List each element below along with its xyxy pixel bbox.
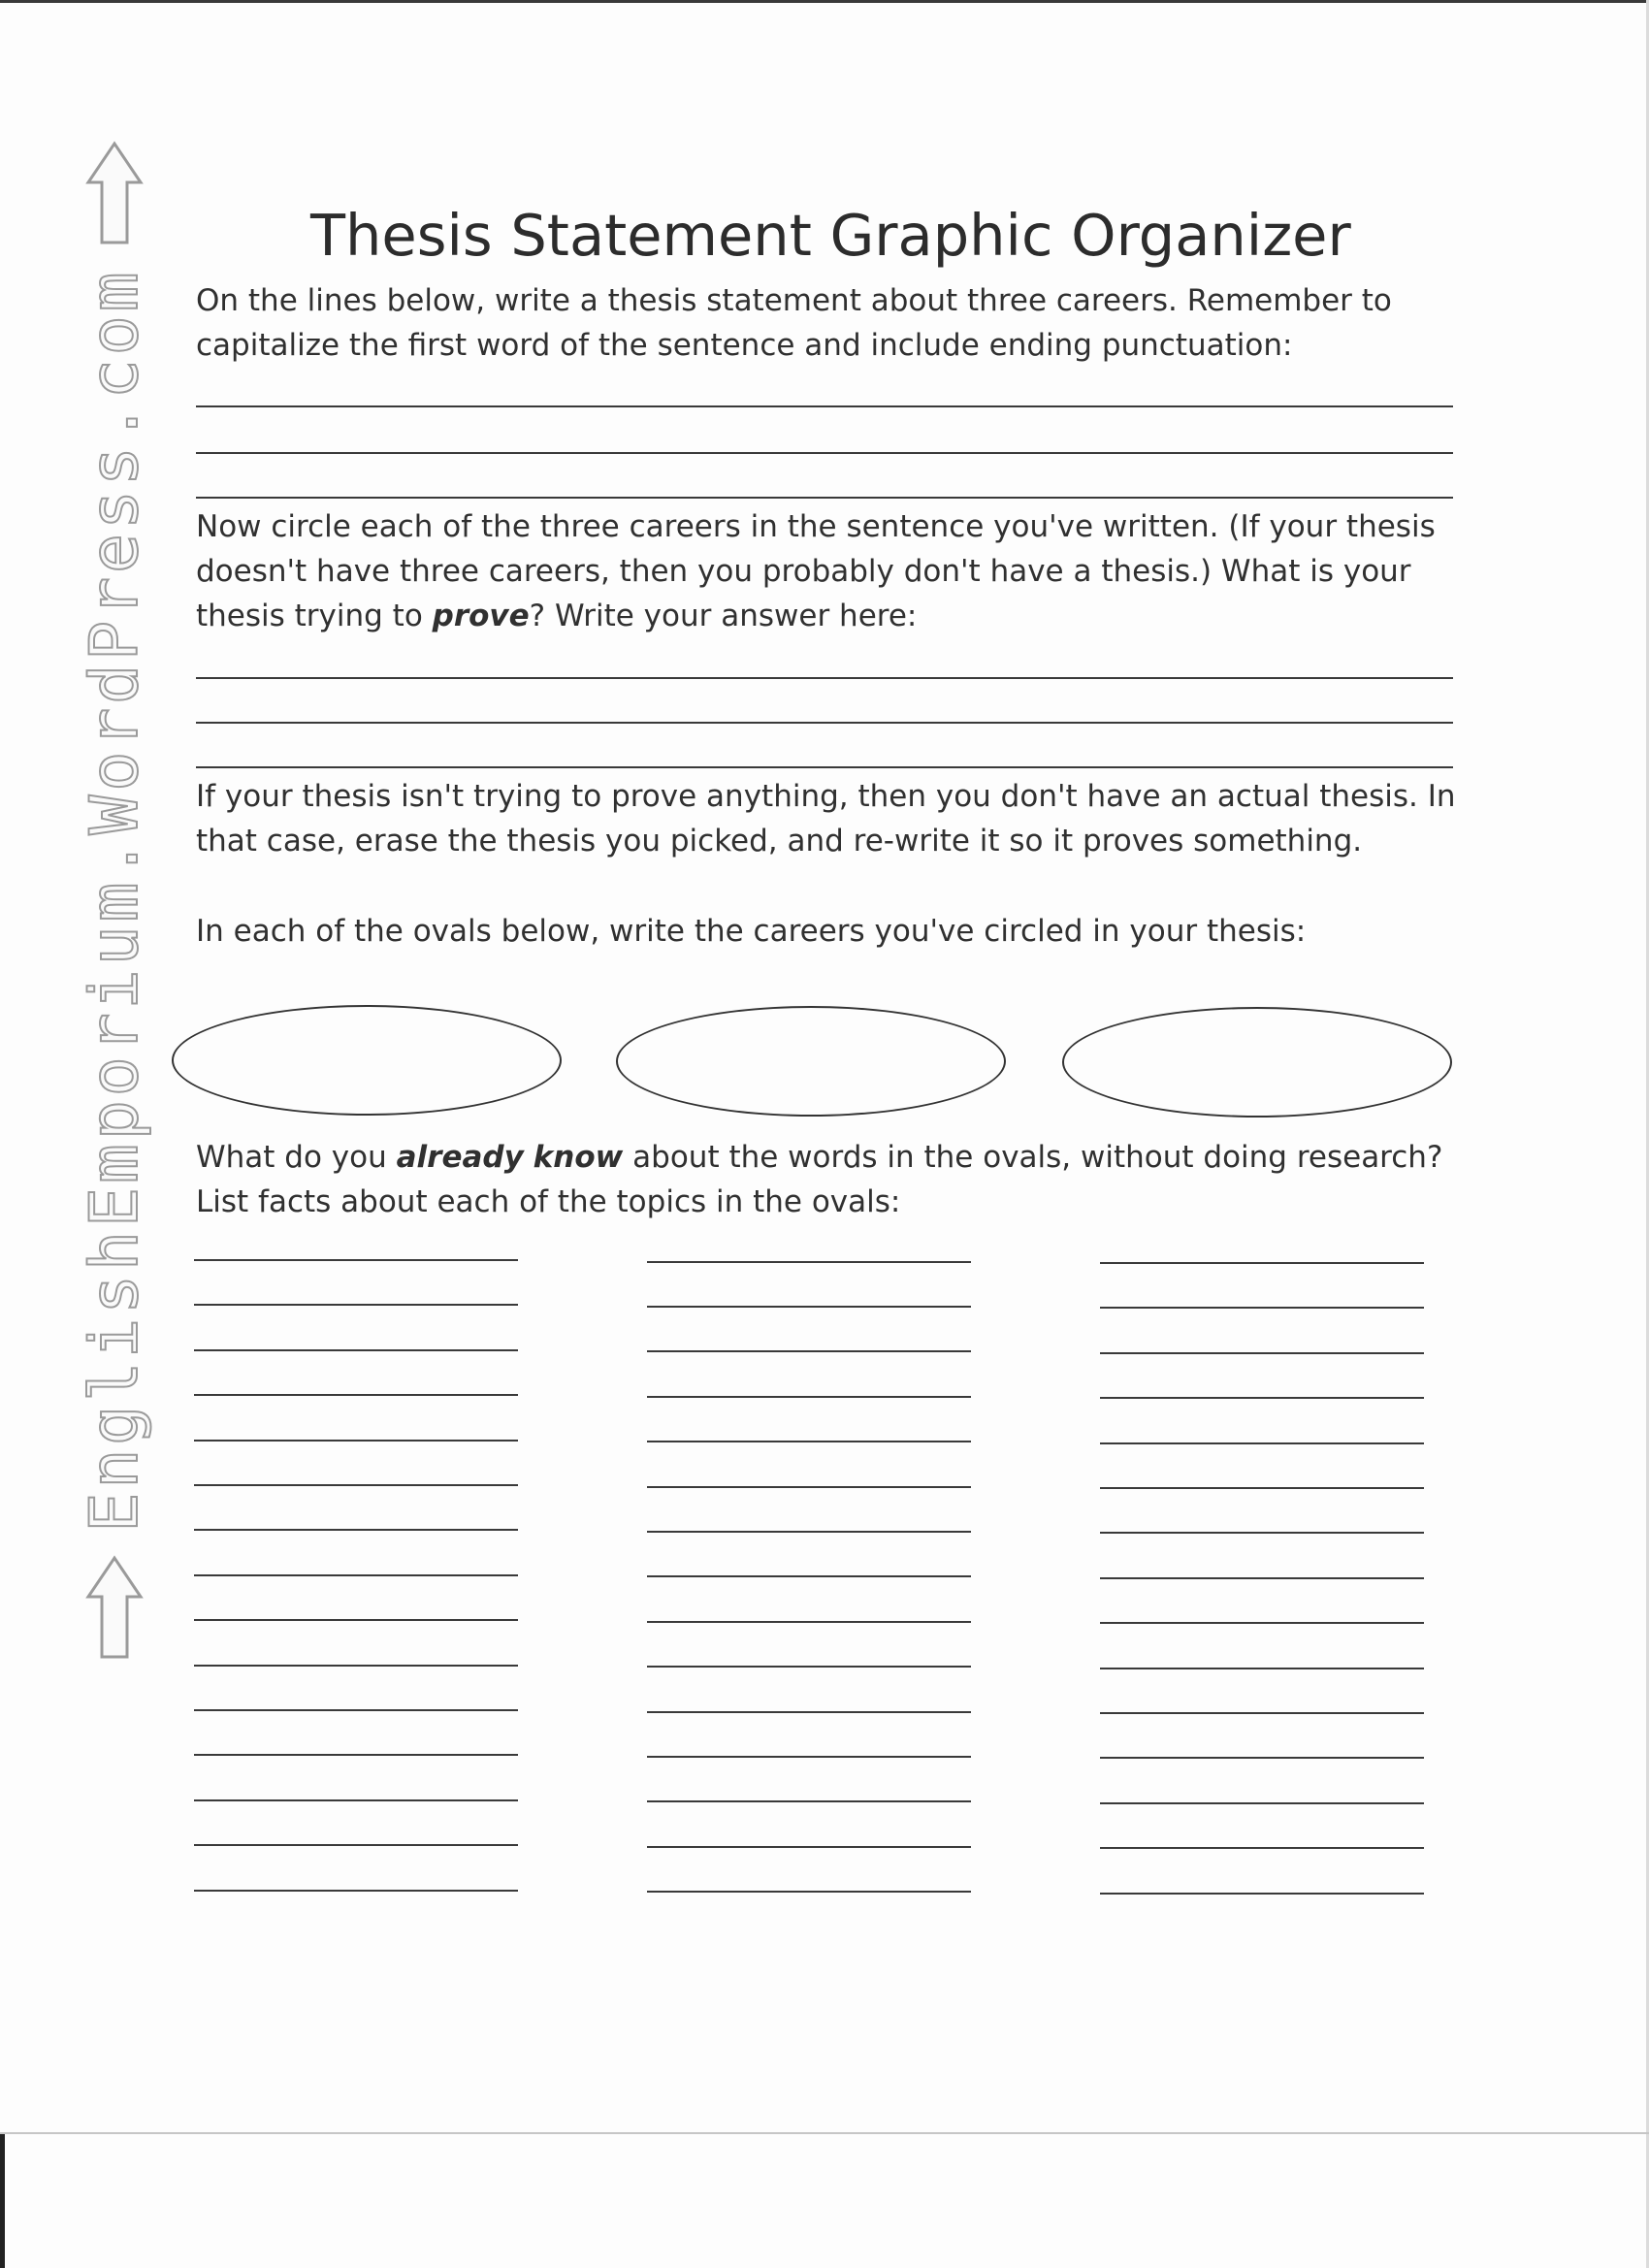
fact-line-column-2[interactable]: [647, 1711, 971, 1713]
thesis-answer-line[interactable]: [196, 497, 1453, 499]
fact-line-column-3[interactable]: [1100, 1352, 1424, 1354]
fact-line-column-2[interactable]: [647, 1575, 971, 1577]
fact-line-column-3[interactable]: [1100, 1397, 1424, 1399]
fact-line-column-2[interactable]: [647, 1396, 971, 1398]
fact-line-column-2[interactable]: [647, 1891, 971, 1893]
fact-line-column-1[interactable]: [194, 1709, 518, 1711]
fact-line-column-3[interactable]: [1100, 1487, 1424, 1489]
fact-line-column-1[interactable]: [194, 1619, 518, 1621]
facts-instruction-space: [524, 1140, 534, 1175]
page-title: Thesis Statement Graphic Organizer: [310, 202, 1351, 269]
no-thesis-note: If your thesis isn't trying to prove anything, then you don't have an actual thesis. In that case, erase the thesis you picked, and re-write it so it proves something.: [196, 779, 1456, 859]
fact-line-column-2[interactable]: [647, 1531, 971, 1533]
fact-line-column-3[interactable]: [1100, 1847, 1424, 1849]
fact-line-column-2[interactable]: [647, 1486, 971, 1488]
fact-line-column-1[interactable]: [194, 1754, 518, 1756]
know-emphasis: know: [533, 1140, 624, 1175]
career-oval-3[interactable]: [1062, 1007, 1452, 1118]
fact-line-column-1[interactable]: [194, 1259, 518, 1261]
fact-line-column-1[interactable]: [194, 1890, 518, 1892]
fact-line-column-1[interactable]: [194, 1394, 518, 1396]
fact-line-column-3[interactable]: [1100, 1712, 1424, 1714]
fact-line-column-3[interactable]: [1100, 1668, 1424, 1669]
fact-line-column-1[interactable]: [194, 1349, 518, 1351]
fact-line-column-1[interactable]: [194, 1529, 518, 1531]
career-oval-2[interactable]: [616, 1006, 1006, 1117]
thesis-instruction: On the lines below, write a thesis statement about three careers. Remember to capitalize the first word of the sentence and include ending punctuation:: [196, 283, 1392, 363]
fact-line-column-2[interactable]: [647, 1306, 971, 1308]
scan-bottom-rule: [0, 2132, 1649, 2134]
arrow-up-icon: [84, 1554, 145, 1661]
fact-line-column-2[interactable]: [647, 1756, 971, 1758]
prove-instruction-end: ? Write your answer here:: [529, 599, 918, 633]
fact-line-column-3[interactable]: [1100, 1802, 1424, 1804]
fact-line-column-2[interactable]: [647, 1846, 971, 1848]
facts-instruction: [196, 1135, 1457, 1224]
fact-line-column-2[interactable]: [647, 1621, 971, 1623]
scan-top-edge: [0, 0, 1649, 3]
fact-line-column-3[interactable]: [1100, 1262, 1424, 1264]
fact-line-column-1[interactable]: [194, 1844, 518, 1846]
ovals-instruction: In each of the ovals below, write the careers you've circled in your thesis:: [196, 914, 1307, 949]
thesis-answer-line[interactable]: [196, 452, 1453, 454]
prove-emphasis: prove: [432, 599, 530, 633]
prove-instruction-start: Now circle each of the three careers in the sentence you've written. (If your thesis doesn't have three careers, then you probably don't have a thesis.) What is your thesis trying to: [196, 509, 1436, 633]
fact-line-column-3[interactable]: [1100, 1307, 1424, 1309]
fact-line-column-1[interactable]: [194, 1304, 518, 1306]
fact-line-column-3[interactable]: [1100, 1893, 1424, 1895]
fact-line-column-3[interactable]: [1100, 1532, 1424, 1534]
career-oval-1[interactable]: [172, 1005, 562, 1116]
fact-line-column-1[interactable]: [194, 1440, 518, 1442]
thesis-answer-line[interactable]: [196, 405, 1453, 407]
prove-answer-line[interactable]: [196, 722, 1453, 724]
fact-line-column-2[interactable]: [647, 1350, 971, 1352]
fact-line-column-3[interactable]: [1100, 1442, 1424, 1444]
scan-left-edge: [0, 2134, 5, 2268]
fact-line-column-1[interactable]: [194, 1665, 518, 1667]
prove-instruction: [196, 504, 1457, 638]
fact-line-column-3[interactable]: [1100, 1577, 1424, 1579]
arrow-down-icon: [84, 140, 145, 246]
fact-line-column-2[interactable]: [647, 1261, 971, 1263]
prove-answer-line[interactable]: [196, 766, 1453, 768]
side-watermark: [66, 182, 163, 1618]
watermark-text: EnglishEmporium.WordPress.com: [76, 268, 153, 1533]
fact-line-column-1[interactable]: [194, 1799, 518, 1801]
fact-line-column-3[interactable]: [1100, 1757, 1424, 1759]
fact-line-column-2[interactable]: [647, 1800, 971, 1802]
facts-instruction-start: What do you: [196, 1140, 397, 1175]
fact-line-column-1[interactable]: [194, 1484, 518, 1486]
fact-line-column-2[interactable]: [647, 1441, 971, 1442]
fact-line-column-2[interactable]: [647, 1666, 971, 1668]
facts-instruction-end: about the words in the ovals, without doing research? List facts about each of the topics in the ovals:: [196, 1140, 1443, 1219]
fact-line-column-1[interactable]: [194, 1574, 518, 1576]
fact-line-column-3[interactable]: [1100, 1622, 1424, 1624]
prove-answer-line[interactable]: [196, 677, 1453, 679]
already-emphasis: already: [396, 1140, 524, 1175]
